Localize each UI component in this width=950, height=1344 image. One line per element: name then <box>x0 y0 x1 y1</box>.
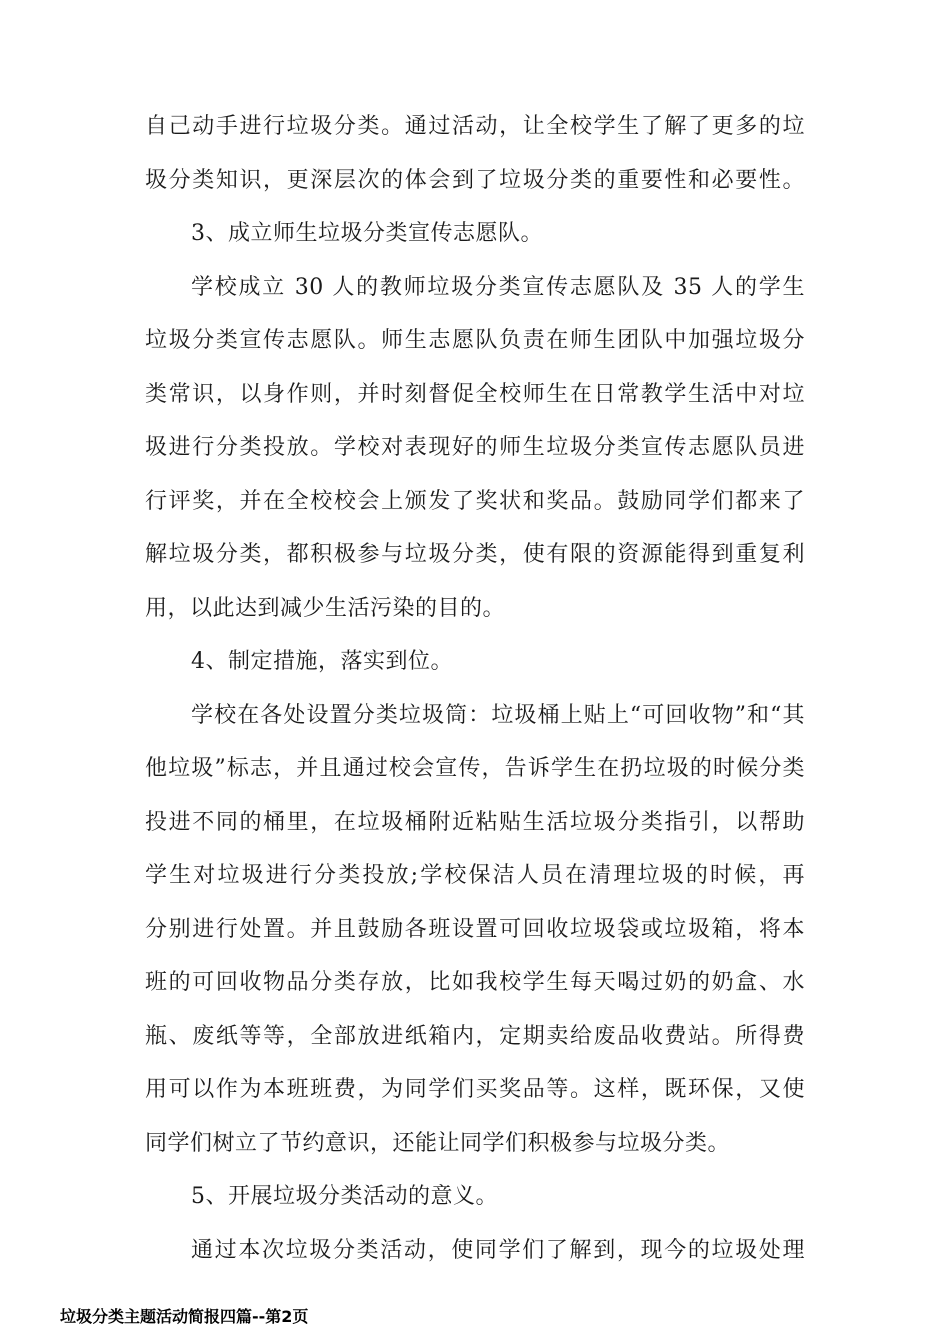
text-line: 圾进行分类投放。学校对表现好的师生垃圾分类宣传志愿队员进 <box>145 435 805 460</box>
text-line: 班的可回收物品分类存放，比如我校学生每天喝过奶的奶盒、水 <box>145 970 805 995</box>
text-line: 通过本次垃圾分类活动，使同学们了解到，现今的垃圾处理 <box>191 1237 805 1263</box>
document-body <box>145 100 805 1277</box>
text-line: 自己动手进行垃圾分类。通过活动，让全校学生了解了更多的垃 <box>145 114 805 139</box>
text-line: 学生对垃圾进行分类投放;学校保洁人员在清理垃圾的时候，再 <box>145 863 805 888</box>
text-line: 圾分类知识，更深层次的体会到了垃圾分类的重要性和必要性。 <box>145 167 805 193</box>
text-line: 投进不同的桶里，在垃圾桶附近粘贴生活垃圾分类指引，以帮助 <box>145 809 805 835</box>
page-footer: 垃圾分类主题活动简报四篇--第2页 <box>60 1307 309 1326</box>
text-line: 行评奖，并在全校校会上颁发了奖状和奖品。鼓励同学们都来了 <box>145 488 805 514</box>
text-line: 解垃圾分类，都积极参与垃圾分类，使有限的资源能得到重复利 <box>145 542 805 567</box>
text-line: 4、制定措施，落实到位。 <box>191 649 453 674</box>
text-line: 学校成立 30 人的教师垃圾分类宣传志愿队及 35 人的学生 <box>191 274 805 300</box>
text-line: 同学们树立了节约意识，还能让同学们积极参与垃圾分类。 <box>145 1130 731 1156</box>
text-line: 5、开展垃圾分类活动的意义。 <box>191 1184 498 1209</box>
text-line: 类常识，以身作则，并时刻督促全校师生在日常教学生活中对垃 <box>145 381 805 407</box>
text-line: 分别进行处置。并且鼓励各班设置可回收垃圾袋或垃圾箱，将本 <box>145 916 805 942</box>
text-line: 瓶、废纸等等，全部放进纸箱内，定期卖给废品收费站。所得费 <box>145 1023 805 1049</box>
text-line: 他垃圾”标志，并且通过校会宣传，告诉学生在扔垃圾的时候分类 <box>145 756 805 781</box>
text-line: 学校在各处设置分类垃圾筒：垃圾桶上贴上“可回收物”和“其 <box>191 702 805 728</box>
text-line: 用，以此达到减少生活污染的目的。 <box>145 595 506 621</box>
text-line: 3、成立师生垃圾分类宣传志愿队。 <box>191 221 543 246</box>
text-line: 垃圾分类宣传志愿队。师生志愿队负责在师生团队中加强垃圾分 <box>145 328 805 353</box>
text-line: 用可以作为本班班费，为同学们买奖品等。这样，既环保，又使 <box>145 1077 805 1102</box>
